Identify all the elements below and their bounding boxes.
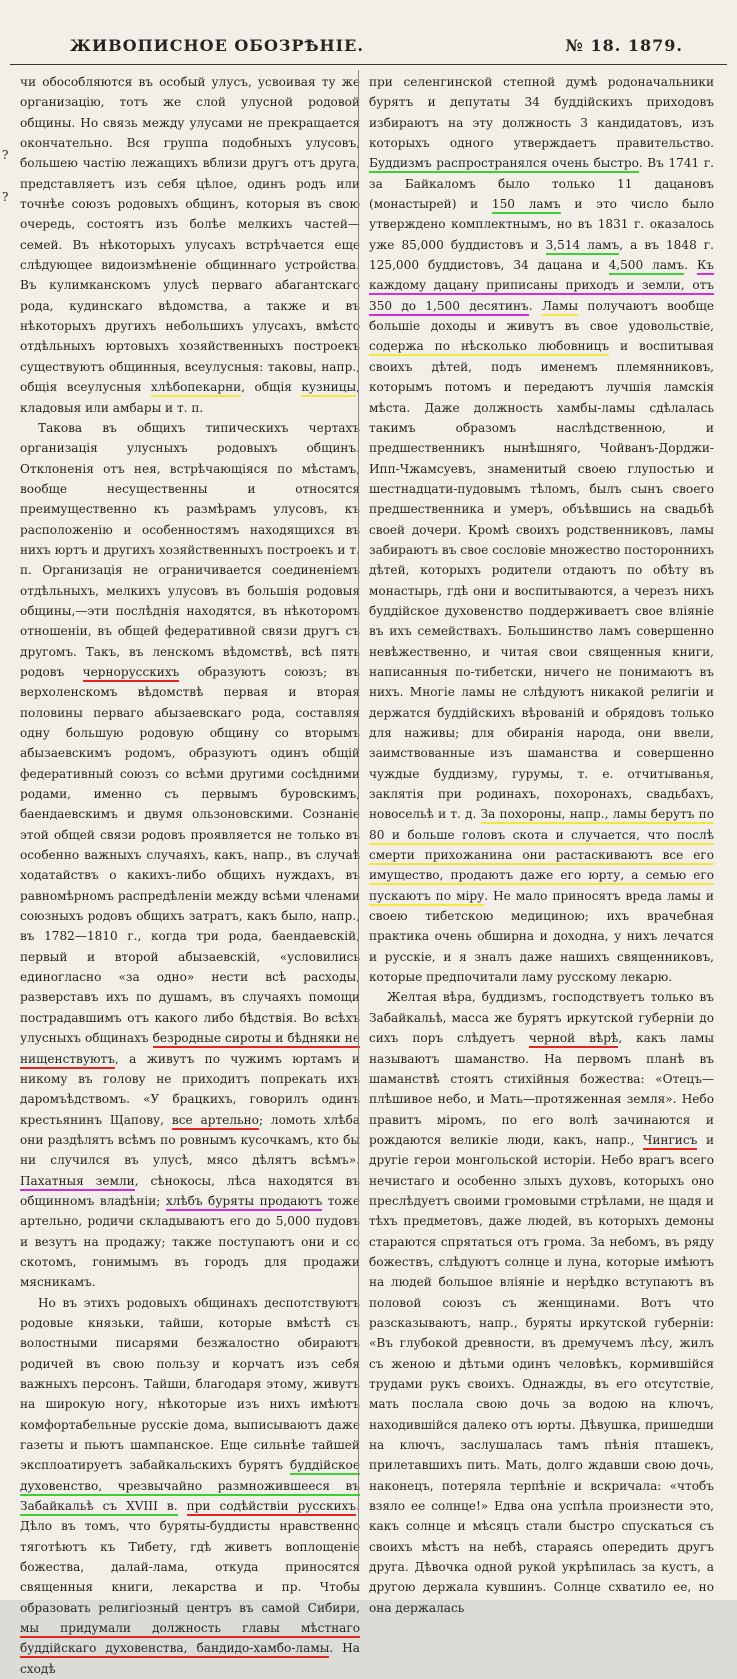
highlighted-phrase-red: безродные сироты и бѣдняки не нищенствуютъ bbox=[20, 1031, 360, 1068]
text-run: получаютъ вообще большіе доходы и живутъ въ свое удовольствіе, bbox=[369, 298, 714, 334]
text-run: . На сходѣ bbox=[20, 1641, 360, 1676]
text-run: и воспитывая своихъ дѣтей, подъ именемъ племянниковъ, которымъ потомъ и передаютъ лучшія ламскія мѣста. Даже должность хамбы-ламы сдѣлалась такимъ образомъ наслѣдственною, и предшественникъ нынѣшняго, Чойванъ-Дорджи-Ипп-Чжамсуевъ, знаменитый своею глупостью и шестнадцати-пудовымъ тѣломъ, былъ сынъ своего предшественника и умеръ, объѣвшись на свадьбѣ своей дочери. Кромѣ своихъ родственниковъ, ламы забираютъ въ свое сословіе множество постороннихъ дѣтей, которыхъ родители отдаютъ по обѣту въ монастырь, гдѣ они и воспитываются, а черезъ нихъ буддійское духовенство поддерживаетъ свое вліяніе въ ихъ семействахъ. Большинство ламъ совершенно невѣжественно, и читая свои священныя книги, написанныя по-тибетски, ничего не понимаютъ въ нихъ. Многіе ламы не слѣдуютъ никакой религіи и держатся буддійскихъ вѣрованій и обрядовъ только для наживы; для обиранія народа, они ввели, заимствованные изъ шаманства и совершенно чуждые буддизму, гурумы, т. е. отчитыванья, заклятія при родинахъ, похоронахъ, свадьбахъ, новосельѣ и т. д. bbox=[369, 339, 714, 822]
margin-question-mark: ? bbox=[2, 148, 9, 162]
text-run: образуютъ союзъ; въ верхоленскомъ вѣдомствѣ первая и вторая половины перваго абызаевскаго рода, составляя одну большую родовую общину со вторымъ абызаевскимъ родомъ, образуютъ одинъ общій федеративный союзъ со всѣми другими сосѣдними родами, именно съ первымъ буровскимъ, баендаевскимъ и двумя ользоновскими. Сознаніе этой общей связи родовъ проявляется не только въ особенно важныхъ случаяхъ, какъ, напр., въ случаѣ ходатайствъ о какихъ-либо общихъ нуждахъ, въ равномѣрномъ распредѣленіи между всѣми членами союзныхъ родовъ общихъ затратъ, какъ было, напр., въ 1782—1810 г., когда три рода, баендаевскій, первый и второй абызаевскій, «условились единогласно «за одно» нести всѣ расходы, разверставъ ихъ по душамъ, въ случаяхъ помощи пострадавшимъ отъ какого либо бѣдствія. Во всѣхъ улусныхъ общинахъ bbox=[20, 664, 360, 1046]
text-run: и это число было утверждено комплектнымъ, но въ 1831 г. оказалось уже 85,000 буддистовъ и bbox=[369, 197, 714, 252]
text-run: Но въ этихъ родовыхъ общинахъ деспотствуютъ родовые князьки, тайши, которые вмѣстѣ съ волостными писарями безжалостно обираютъ родичей въ свою пользу и корчатъ изъ себя важныхъ персонъ. Тайши, благодаря этому, живутъ на широкую ногу, нѣкоторые изъ нихъ имѣютъ комфортабельные русскіе дома, выписываютъ даже газеты и пьютъ шампанское. Еще сильнѣе тайшей эксплоатируетъ забайкальскихъ бурятъ bbox=[20, 1295, 360, 1473]
highlighted-phrase-red: все артельно bbox=[172, 1113, 259, 1130]
highlighted-phrase-green: 4,500 ламъ bbox=[609, 258, 685, 275]
highlighted-phrase-green: Буддизмъ распространялся очень быстро bbox=[369, 156, 639, 173]
paragraph bbox=[20, 72, 360, 418]
highlighted-phrase-yellow: кузницы bbox=[301, 380, 356, 397]
paragraph bbox=[20, 418, 360, 1293]
paragraph bbox=[20, 1293, 360, 1679]
journal-title: ЖИВОПИСНОЕ ОБОЗРѢНІЕ. bbox=[70, 36, 364, 55]
highlighted-phrase-magenta: хлѣбъ буряты продаютъ bbox=[166, 1194, 322, 1211]
text-run: , сѣнокосы, лѣса находятся въ общинномъ владѣніи; bbox=[20, 1173, 361, 1208]
text-run: чи обособляются въ особый улусъ, усвоивая ту же организацію, тотъ же слой улусной родовой общины. Но связь между улусами не прекращается окончательно. Вся группа подобныхъ улусовъ, большею частію лежащихъ вблизи другъ отъ друга, представляетъ изъ себя цѣлое, одинъ родъ или точнѣе союзъ родовыхъ общинъ, которыя въ свою очередь, состоятъ изъ болѣе мелкихъ частей—семей. Въ нѣкоторыхъ улусахъ встрѣчается еще слѣдующее видоизмѣненіе общиннаго устройства. Въ кулимканскомъ улусѣ перваго абагантскаго рода, кудинскаго вѣдомства, а также и въ нѣкоторыхъ другихъ небольшихъ улусахъ, вмѣсто отдѣльныхъ юртовыхъ хозяйственныхъ построекъ существуютъ общинныя, всеулусныя: таковы, напр., общія всеулусныя bbox=[20, 75, 360, 395]
text-run: , кладовыя или амбары и т. п. bbox=[20, 380, 360, 415]
column-divider bbox=[358, 70, 359, 1570]
highlighted-phrase-red: черной вѣрѣ bbox=[529, 1031, 618, 1048]
highlighted-phrase-green: буддійское духовенство, чрезвычайно размножившееся въ Забайкальѣ съ XVIII в. bbox=[20, 1458, 360, 1516]
text-run: . Не мало приносятъ вреда ламы и своею тибетскою медициною; ихъ врачебная практика очень обширна и доходна, у нихъ лечатся и русскіе, и я зналъ даже нашихъ священниковъ, которые предпочитали ламу русскому лекарю. bbox=[369, 888, 714, 985]
text-run: , а живутъ по чужимъ юртамъ и никому въ голову не приходитъ попрекать ихъ даромъѣдствомъ. «У брацкихъ, говорилъ одинъ крестьянинъ Щапову, bbox=[20, 1051, 360, 1127]
highlighted-phrase-red: Чингисъ bbox=[643, 1133, 697, 1150]
highlighted-phrase-green: 150 ламъ bbox=[492, 197, 561, 214]
highlighted-phrase-magenta: Пахатныя земли bbox=[20, 1174, 135, 1191]
text-run bbox=[178, 1499, 187, 1513]
text-run: . Въ 1741 г. за Байкаломъ было только 11 дацановъ (монастырей) и bbox=[369, 156, 714, 212]
text-run: , общія bbox=[241, 380, 302, 395]
issue-number: № 18. 1879. bbox=[565, 36, 683, 55]
text-run: Такова въ общихъ типическихъ чертахъ организація улусныхъ родовыхъ общинъ. Отклоненія отъ нея, встрѣчающіяся по мѣстамъ, вообще несущественны и относятся преимущественно къ размѣрамъ улусовъ, къ расположенію и особенностямъ находящихся въ нихъ юртъ и другихъ хозяйственныхъ построекъ и т. п. Организація не ограничивается соединеніемъ отдѣльныхъ, мелкихъ улусовъ въ большія родовыя общины,—эти послѣднія находятся, въ нѣкоторомъ отношеніи, въ общей федеративной связи другъ съ другомъ. Такъ, въ ленскомъ вѣдомствѣ, всѣ пять родовъ bbox=[20, 420, 360, 679]
text-run: ; ломоть хлѣба они раздѣлятъ всѣмъ по ровнымъ кусочкамъ, кто бы ни случился въ улусѣ, мясо дѣлятъ всѣмъ». bbox=[20, 1112, 360, 1168]
text-run: и другіе герои монгольской исторіи. Небо врагъ всего нечистаго и особенно злыхъ духовъ, которыхъ оно преслѣдуетъ своими громовыми стрѣлами, не щадя и тѣхъ предметовъ, даже людей, въ которыхъ демоны стараются спрятаться отъ грома. За небомъ, въ ряду божествъ, слѣдуютъ солнце и луна, которые имѣютъ на людей большое вліяніе и нерѣдко вступаютъ въ половой союзъ съ женщинами. Вотъ что разсказываютъ, напр., буряты иркутской губерніи: «Въ глубокой древности, въ дремучемъ лѣсу, жилъ съ женою и дѣтьми одинъ человѣкъ, кормившійся трудами рукъ своихъ. Однажды, въ его отсутствіе, мать послала свою дочь за водою на ключъ, находившійся далеко отъ юрты. Дѣвушка, пришедши на ключъ, заслушалась тамъ пѣнія пташекъ, прилетавшихъ пить. Мать, долго ждавши свою дочь, наконецъ, потеряла терпѣніе и вскричала: «чтобъ взяло ее солнце!» Едва она успѣла произнести это, какъ солнце и мѣсяцъ стали быстро спускаться съ своихъ мѣстъ на небѣ, стараясь опередить другъ друга. Дѣвочка одной рукой укрѣпилась за кустъ, а другою держала кувшинъ. Солнце схватило ее, но она держалась bbox=[369, 1132, 715, 1615]
highlighted-phrase-red: мы придумали должность главы мѣстнаго буддійскаго духовенства, бандидо-хамбо-ламы bbox=[20, 1621, 360, 1658]
highlighted-phrase-green: 3,514 ламъ bbox=[546, 238, 620, 255]
right-column bbox=[369, 72, 715, 1615]
margin-question-mark: ? bbox=[2, 190, 9, 204]
text-run: . bbox=[528, 298, 542, 313]
text-run: . bbox=[684, 258, 697, 273]
text-run: при селенгинской степной думѣ родоначальники бурятъ и депутаты 34 буддійскихъ приходовъ избираютъ на эту должность 3 кандидатовъ, изъ которыхъ одного утверждаетъ правительство. bbox=[369, 75, 714, 151]
header-rule bbox=[10, 64, 727, 65]
highlighted-phrase-yellow: За похороны, напр., ламы берутъ по 80 и больше головъ скота и случается, что послѣ смерти прихожанина они растаскиваютъ все его имущество, продаютъ даже его юрту, а семью его пускаютъ по міру bbox=[369, 807, 714, 905]
left-column bbox=[20, 72, 361, 1676]
page-header bbox=[14, 30, 723, 60]
highlighted-phrase-red: чернорусскихъ bbox=[83, 665, 180, 682]
highlighted-phrase-red: при содѣйствіи русскихъ bbox=[187, 1499, 357, 1516]
highlighted-phrase-yellow: хлѣбопекарни bbox=[151, 380, 241, 397]
paragraph bbox=[369, 987, 714, 1618]
text-run: . Дѣло въ томъ, что буряты-буддисты нравственно тяготѣютъ къ Тибету, гдѣ живетъ воплощеніе божества, далай-лама, откуда приносятся священныя книги, лекарства и пр. Чтобы образовать религіозный центръ въ самой Сибири, bbox=[20, 1499, 360, 1615]
highlighted-phrase-magenta: Къ каждому дацану приписаны приходъ и земли, отъ 350 до 1,500 десятинъ bbox=[369, 258, 714, 316]
text-run: , а въ 1848 г. 125,000 буддистовъ, 34 дацана и bbox=[369, 237, 714, 273]
highlighted-phrase-yellow: Ламы bbox=[542, 299, 578, 316]
paragraph bbox=[369, 72, 714, 987]
text-run: , какъ ламы называютъ шаманство. На первомъ планѣ въ шаманствѣ стоятъ стихійныя божества: «Отецъ—плѣшивое небо, и Мать—протяженная земля». Небо правитъ міромъ, по его волѣ зачинаются и рождаются великіе люди, какъ, напр., bbox=[369, 1031, 715, 1147]
text-run: тоже артельно, родичи складываютъ его до 5,000 пудовъ и везутъ на продажу; также поступаютъ они и со скотомъ, гонимымъ въ городъ для продажи мясникамъ. bbox=[20, 1193, 360, 1290]
highlighted-phrase-yellow: содержа по нѣсколько любовницъ bbox=[369, 339, 609, 356]
text-run: Желтая вѣра, буддизмъ, господствуетъ только въ Забайкальѣ, масса же бурятъ иркутской губерніи до сихъ поръ слѣдуетъ bbox=[369, 990, 714, 1046]
